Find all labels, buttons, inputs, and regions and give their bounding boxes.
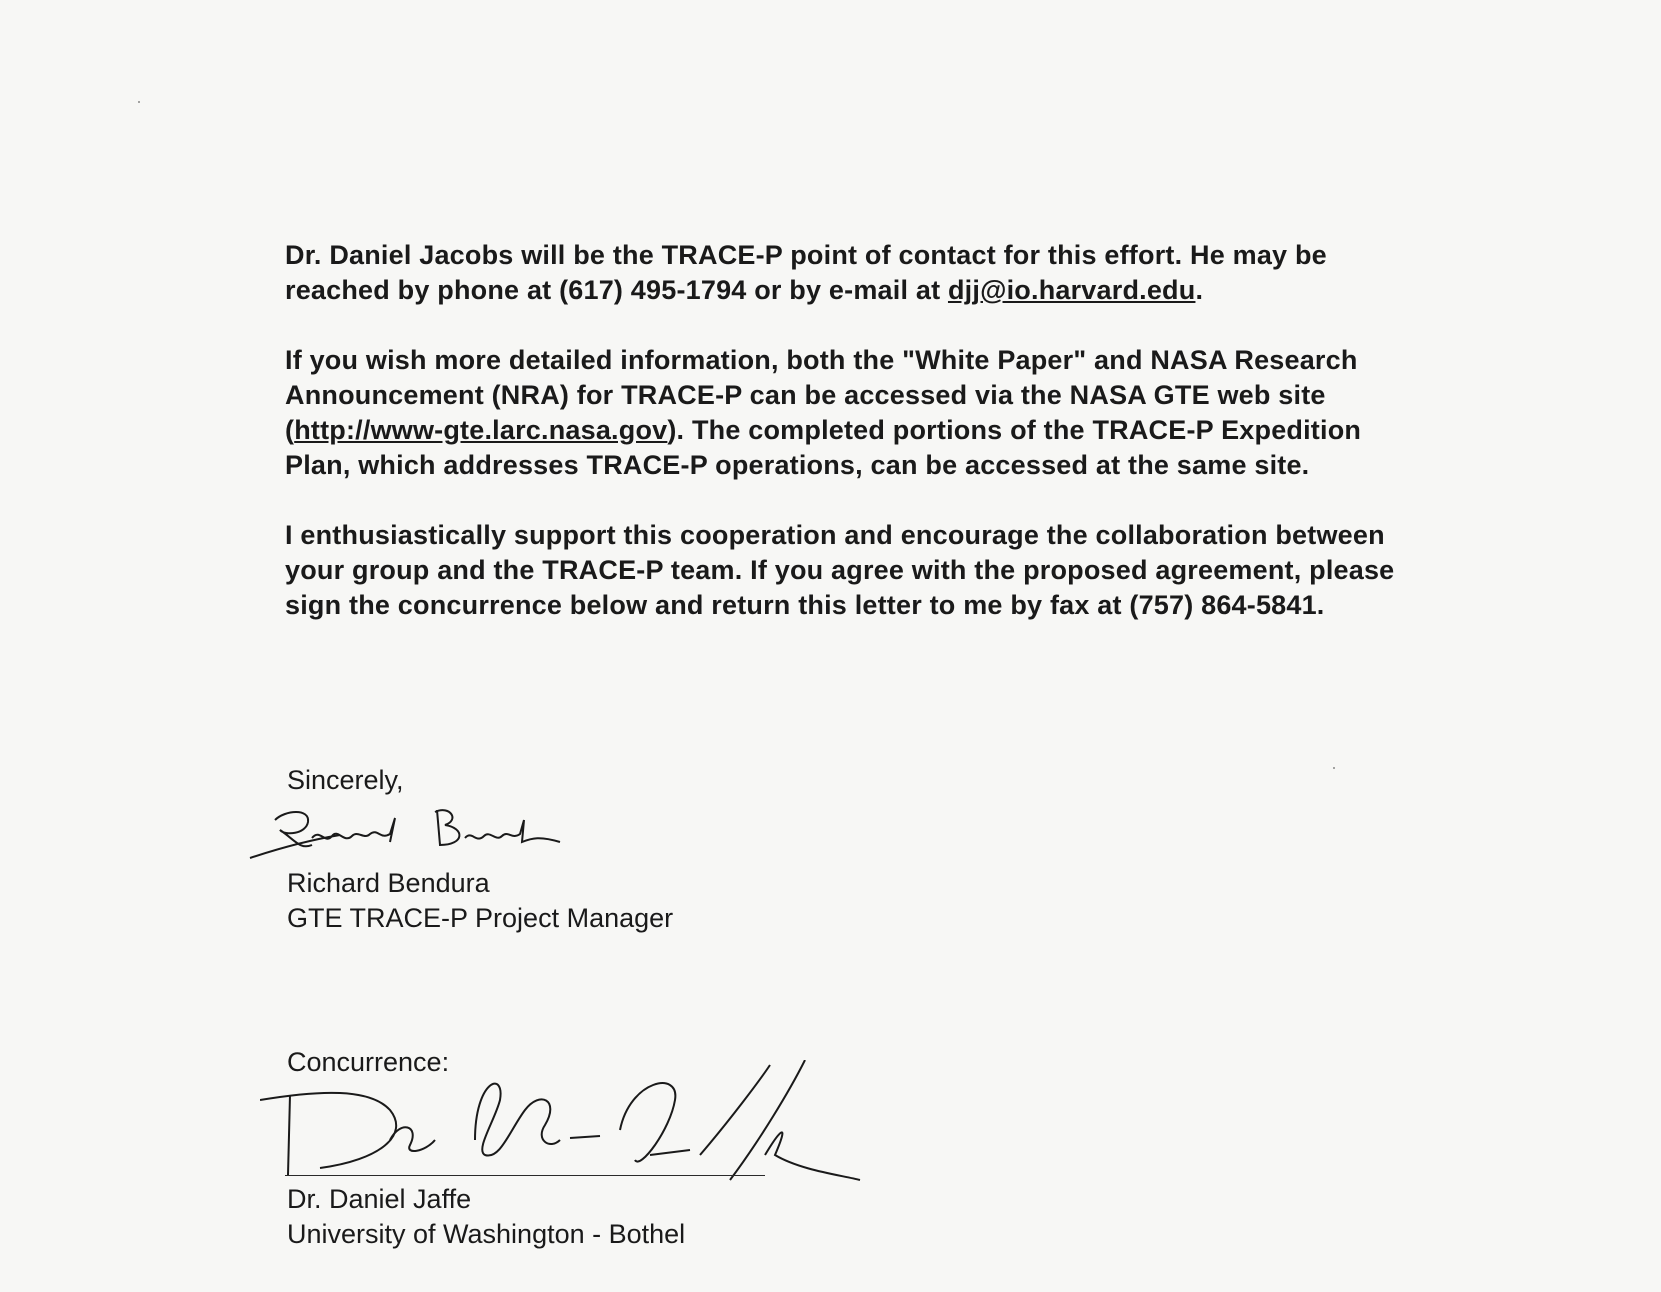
paragraph-info-text: If you wish more detailed information, both the "White Paper" and NASA Research Announcement (NRA) for TRACE-P can be accessed via the NASA GTE web site ( [285, 345, 1358, 445]
scan-speck [1333, 767, 1335, 769]
scan-speck [138, 101, 140, 103]
cosigner-block [287, 1182, 685, 1252]
closing-salutation: Sincerely, [287, 765, 404, 795]
concurrence-label: Concurrence: [287, 1047, 450, 1077]
paragraph-contact-text: Dr. Daniel Jacobs will be the TRACE-P point of contact for this effort. He may be reached by phone at (617) 495-1794 or by e-mail at [285, 240, 1327, 305]
signer-block [287, 866, 673, 936]
paragraph-info [285, 343, 1405, 483]
website-link[interactable]: http://www-gte.larc.nasa.gov [294, 415, 668, 445]
cosigner-name: Dr. Daniel Jaffe [287, 1184, 472, 1214]
signer-name: Richard Bendura [287, 868, 490, 898]
letter-body [285, 238, 1405, 658]
signer-title: GTE TRACE-P Project Manager [287, 903, 674, 933]
cosigner-affiliation: University of Washington - Bothel [287, 1219, 686, 1249]
paragraph-contact [285, 238, 1405, 308]
paragraph-support: I enthusiastically support this cooperation and encourage the collaboration between your group and the TRACE-P team. If you agree with the proposed agreement, please sign the concurrence below and return this letter to me by fax at (757) 864-5841. [285, 520, 1395, 620]
paragraph-contact-end: . [1195, 275, 1204, 305]
email-link[interactable]: djj@io.harvard.edu [947, 275, 1196, 305]
paragraph-info-end: ). The completed portions of the TRACE-P Expedition Plan, which addresses TRACE-P operations, can be accessed at the same site. [285, 415, 1362, 480]
signature-richard-bendura [240, 800, 590, 870]
signature-line [285, 1175, 765, 1176]
